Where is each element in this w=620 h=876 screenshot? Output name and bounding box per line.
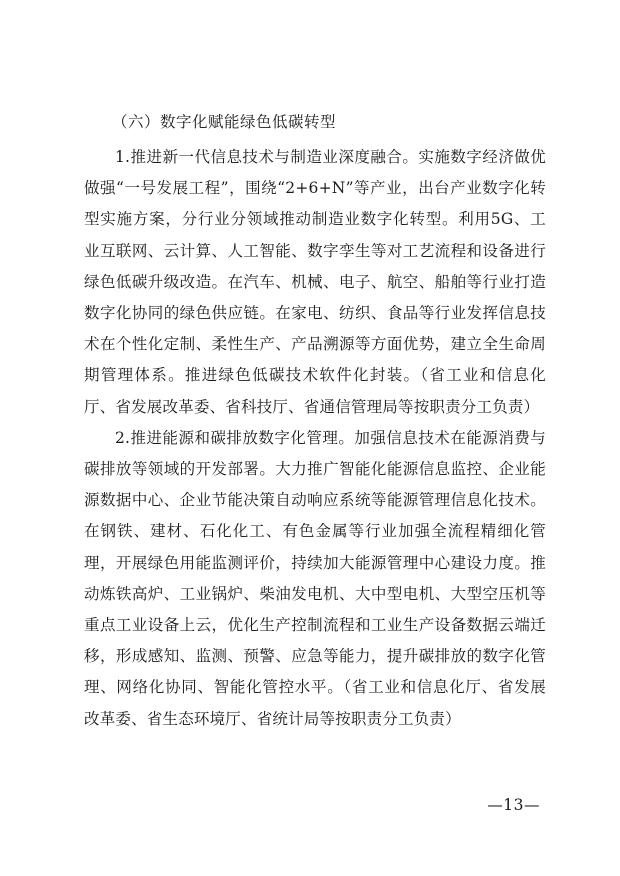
paragraph-2: 2.推进能源和碳排放数字化管理。加强信息技术在能源消费与碳排放等领域的开发部署。大力推广智能化能源信息监控、企业能源数据中心、企业节能决策自动响应系统等能源管理信息化技术。在钢铁、建材、石化化工、有色金属等行业加强全流程精细化管理，开展绿色用能监测评价，持续加大能源管理中心建设力度。推动炼铁高炉、工业锅炉、柴油发电机、大中型电机、大型空压机等重点工业设备上云，优化生产控制流程和工业生产设备数据云端迁移，形成感知、监测、预警、应急等能力，提升碳排放的数字化管理、网络化协同、智能化管控水平。（省工业和信息化厅、省发展改革委、省生态环境厅、省统计局等按职责分工负责）	[84, 428, 546, 728]
paragraph-1: 1.推进新一代信息技术与制造业深度融合。实施数字经济做优做强“一号发展工程”，围绕“2+6+N”等产业，出台产业数字化转型实施方案，分行业分领域推动制造业数字化转型。利用5G、工业互联网、云计算、人工智能、数字孪生等对工艺流程和设备进行绿色低碳升级改造。在汽车、机械、电子、航空、船舶等行业打造数字化协同的绿色供应链。在家电、纺织、食品等行业发挥信息技术在个性化定制、柔性生产、产品溯源等方面优势，建立全生命周期管理体系。推进绿色低碳技术软件化封装。（省工业和信息化厅、省发展改革委、省科技厅、省通信管理局等按职责分工负责）	[84, 148, 546, 416]
page-number: —13—	[487, 796, 540, 814]
page-body	[84, 110, 546, 735]
section-heading: （六）数字化赋能绿色低碳转型	[112, 113, 337, 131]
